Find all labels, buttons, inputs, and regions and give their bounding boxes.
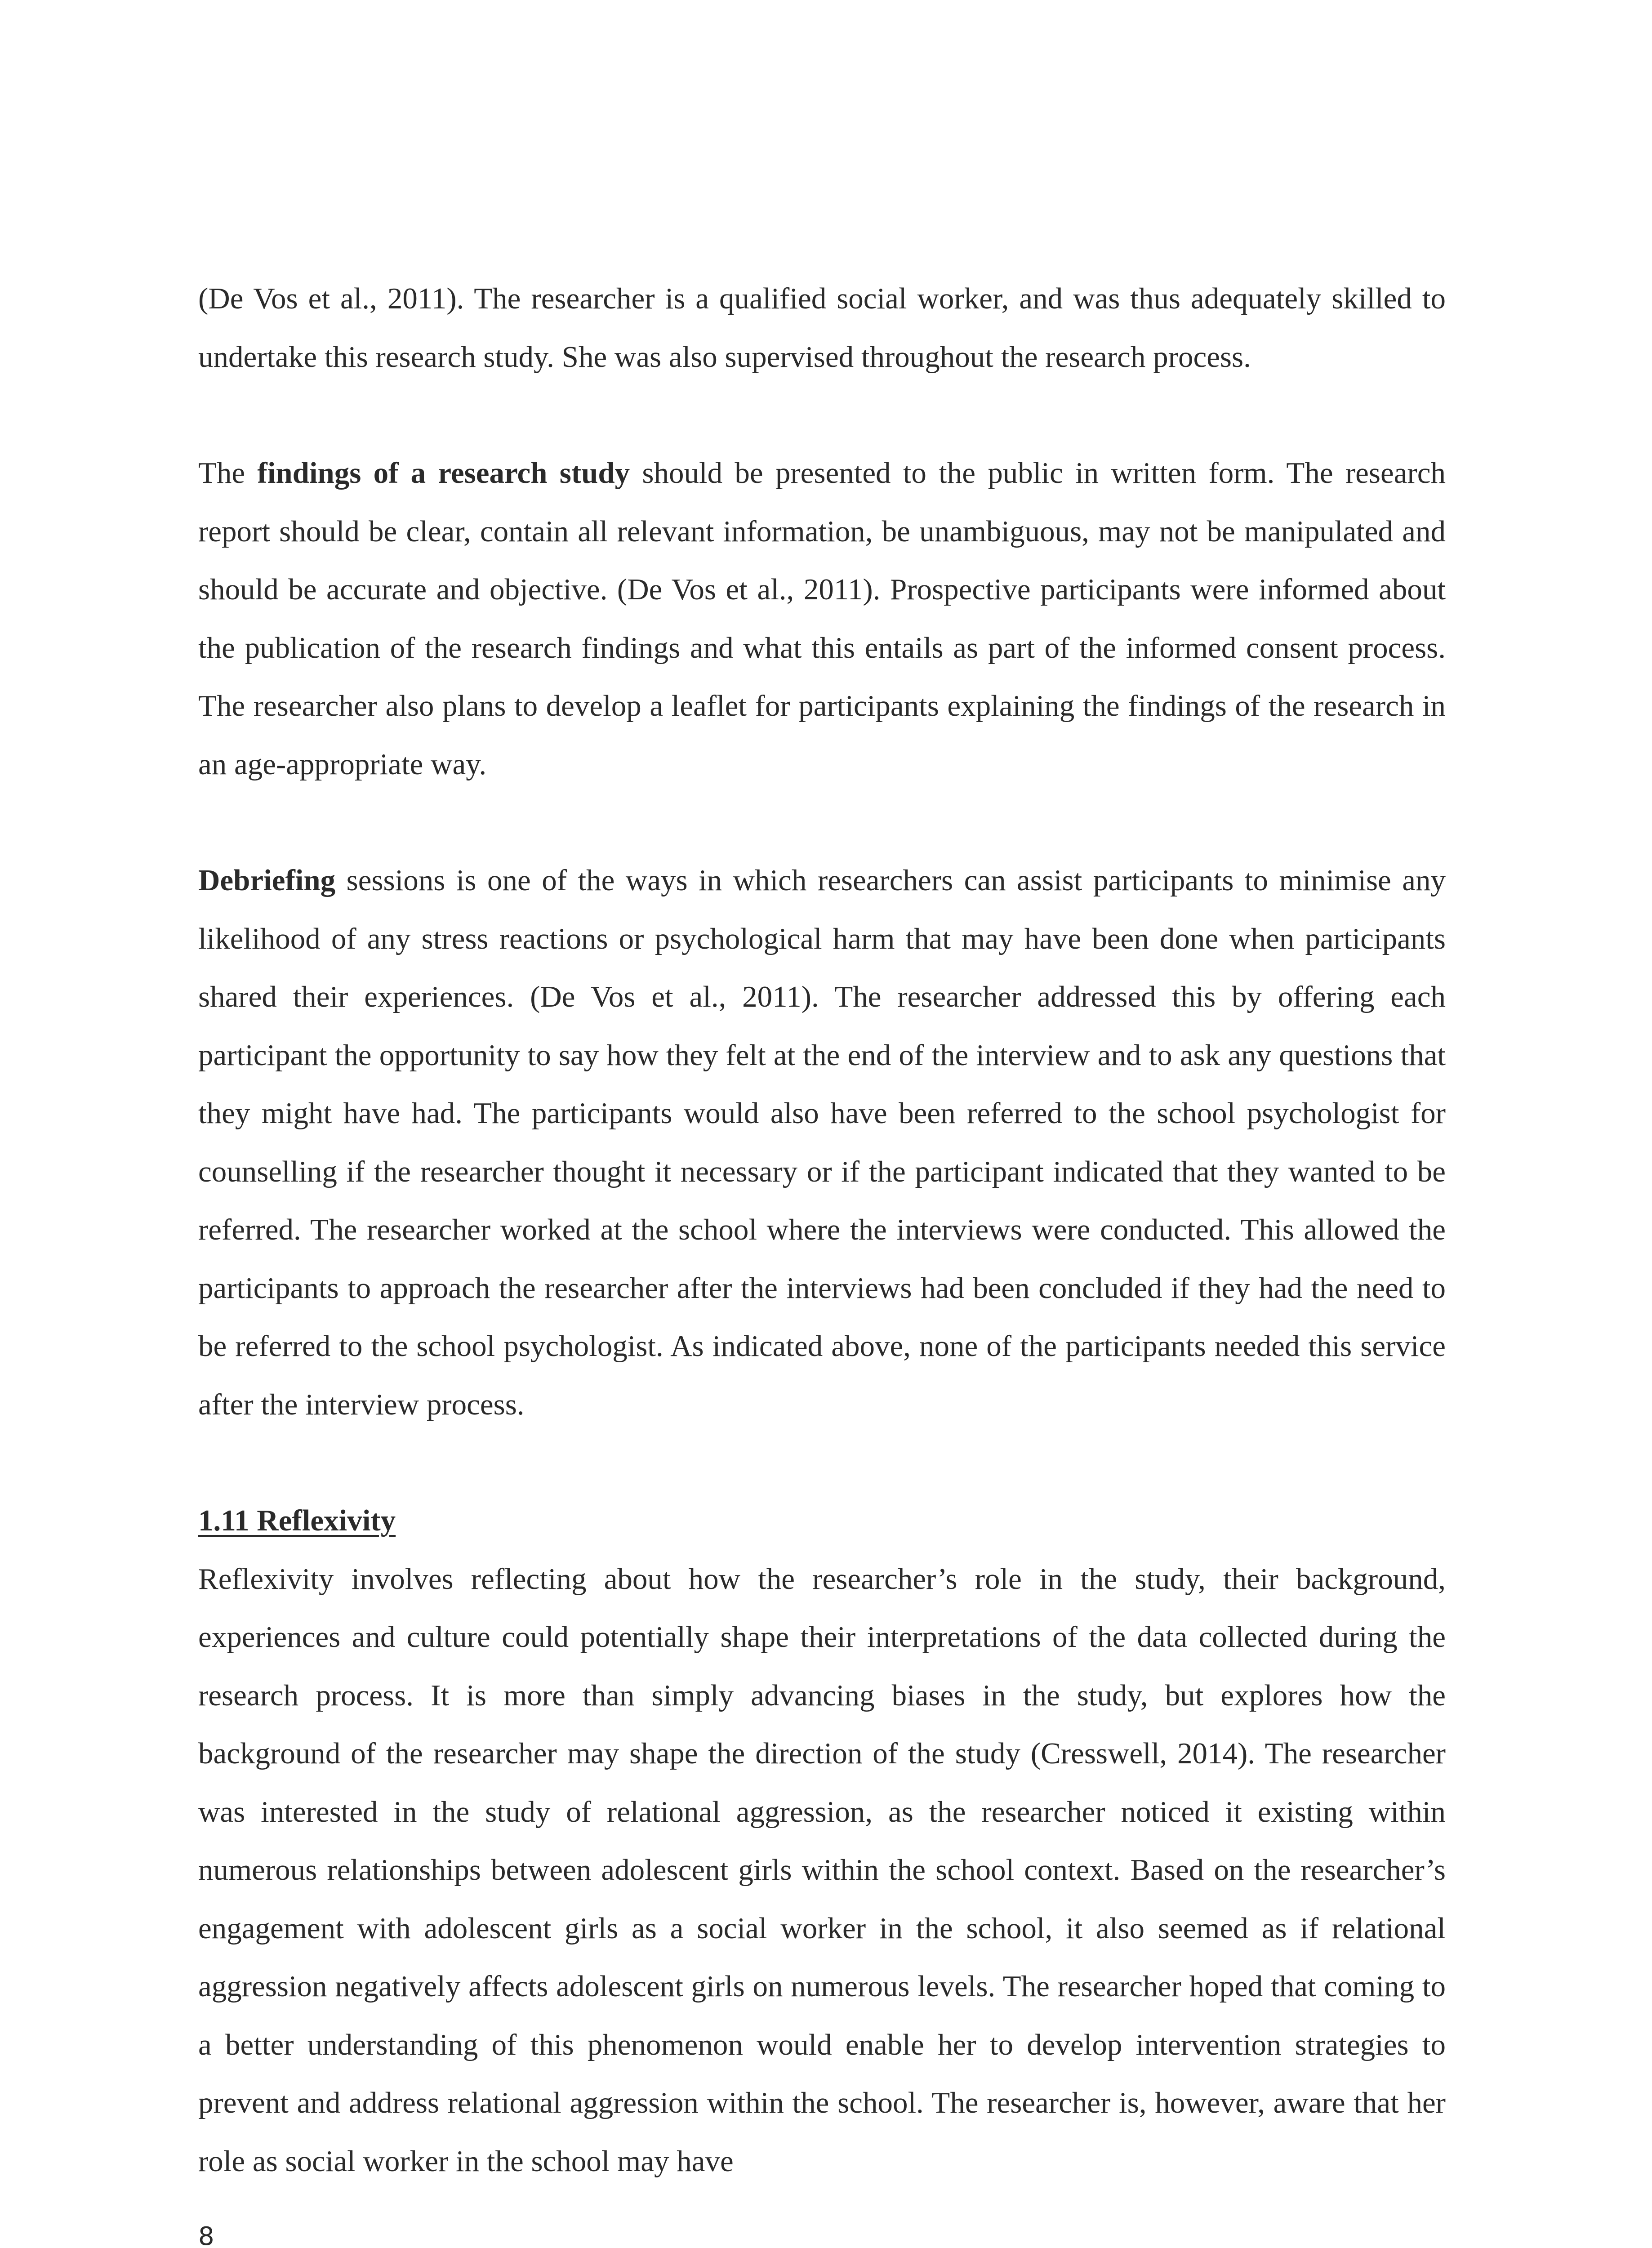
section-heading-reflexivity: 1.11 Reflexivity [198, 1504, 396, 1537]
page-content [198, 270, 1446, 2190]
paragraph-text: Reflexivity involves reflecting about how the researcher’s role in the study, their background, experiences and culture could potentially shape their interpretations of the data collected during the research process. It is more than simply advancing biases in the study, but explores how the background of the researcher may shape the direction of the study (Cresswell, 2014). The researcher was interested in the study of relational aggression, as the researcher noticed it existing within numerous relationships between adolescent girls within the school context. Based on the researcher’s engagement with adolescent girls as a social worker in the school, it also seemed as if relational aggression negatively affects adolescent girls on numerous levels. The researcher hoped that coming to a better understanding of this phenomenon would enable her to develop intervention strategies to prevent and address relational aggression within the school. The researcher is, however, aware that her role as social worker in the school may have [198, 1562, 1446, 2178]
paragraph-reflexivity [198, 1550, 1446, 2191]
paragraph-text: should be presented to the public in written form. The research report should be clear, contain all relevant information, be unambiguous, may not be manipulated and should be accurate and objective. (De Vos et al., 2011). Prospective participants were informed about the publication of the research findings and what this entails as part of the informed consent process. The researcher also plans to develop a leaflet for participants explaining the findings of the research in an age-appropriate way. [198, 456, 1446, 781]
paragraph-debriefing [198, 852, 1446, 1434]
paragraph-findings [198, 444, 1446, 794]
bold-term-debriefing: Debriefing [198, 864, 336, 897]
paragraph-ethics-competence [198, 270, 1446, 386]
paragraph-text: sessions is one of the ways in which researchers can assist participants to minimise any likelihood of any stress reactions or psychological harm that may have been done when participants shared their experiences. (De Vos et al., 2011). The researcher addressed this by offering each participant the opportunity to say how they felt at the end of the interview and to ask any questions that they might have had. The participants would also have been referred to the school psychologist for counselling if the researcher thought it necessary or if the participant indicated that they wanted to be referred. The researcher worked at the school where the interviews were conducted. This allowed the participants to approach the researcher after the interviews had been concluded if they had the need to be referred to the school psychologist. As indicated above, none of the participants needed this service after the interview process. [198, 864, 1446, 1421]
page-number: 8 [198, 2222, 214, 2248]
paragraph-spacer [198, 1434, 1446, 1492]
bold-term-findings: findings of a research study [257, 456, 630, 490]
paragraph-spacer [198, 794, 1446, 852]
paragraph-text: (De Vos et al., 2011). The researcher is a qualified social worker, and was thus adequately skilled to undertake this research study. She was also supervised throughout the research process. [198, 282, 1446, 374]
paragraph-spacer [198, 386, 1446, 444]
paragraph-text: The [198, 456, 258, 490]
